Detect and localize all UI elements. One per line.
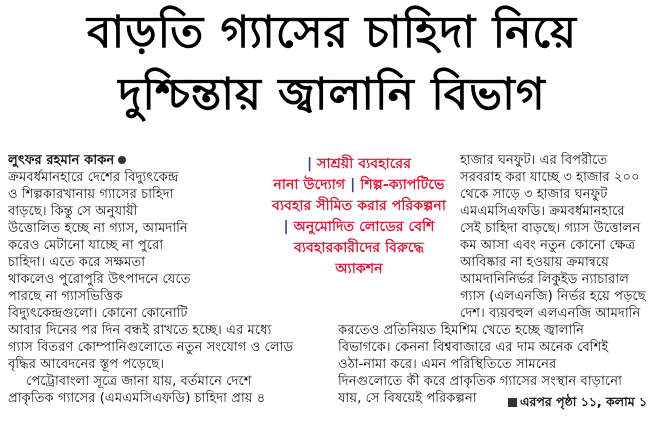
left-line-2: ও শিল্পকারখানায় গ্যাসের চাহিদা [8, 187, 174, 202]
callout-box [264, 154, 454, 280]
right-line-2: সরবরাহ করা যাচ্ছে ৩ হাজার ২০০ [460, 170, 640, 185]
right-line-9: গ্যাস (এলএনজি) নির্ভর হয়ে পড়ছে [460, 289, 646, 304]
wide-line-4: পেট্রোবাংলা সূত্রে জানা যায়, বর্তমানে দেশে [26, 374, 252, 389]
headline-line-1: বাড়তি গ্যাসের চাহিদা নিয়ে [86, 7, 578, 58]
left-line-6: চাহিদা। এতে করে সক্ষমতা [8, 255, 146, 270]
left-line-9: বিদ্যুৎকেন্দ্রগুলো। কোনো কোনোটি [8, 306, 188, 321]
callout-line-6: অ্যাকশন [335, 261, 383, 277]
right-wide-line-4: দিনগুলোতে কী করে প্রাকৃতিক গ্যাসের সংস্থান বাড়ানো [338, 374, 622, 389]
right-line-10: দেশ। ব্যয়বহুল এলএনজি আমদানি [460, 306, 641, 321]
right-line-7: আবিষ্কার না হওয়ায় ক্রমান্বয়ে [460, 255, 609, 270]
right-line-8: আমদানিনির্ভর লিকুইড ন্যাচারাল [460, 272, 629, 287]
left-line-4: উত্তোলিত হচ্ছে না গ্যাস, আমদানি [8, 221, 188, 236]
left-wide-block [8, 322, 328, 407]
callout-line-5: ব্যবহারকারীদের বিরুদ্ধে [293, 240, 425, 256]
wide-line-3: বৃদ্ধির আবেদনের স্তূপ পড়েছে। [8, 357, 165, 372]
callout-line-1: | সাশ্রয়ী ব্যবহারের [306, 156, 412, 172]
left-line-8: পারছে না গ্যাসভিত্তিক [8, 289, 123, 304]
continuation-square-icon [508, 398, 517, 407]
right-line-4: এমএমসিএফডি। ক্রমবর্ধমানহারে [460, 204, 625, 219]
wide-line-5: প্রাকৃতিক গ্যাসের (এমএমসিএফডি) চাহিদা প্রায় ৪ [8, 391, 266, 406]
headline-line-2: দুশ্চিন্তায় জ্বালানি বিভাগ [118, 69, 546, 120]
callout-line-2: নানা উদ্যোগ | শিল্প-ক্যাপটিভে [273, 177, 445, 193]
right-line-5: সেই চাহিদা বাড়ছে। গ্যাস উত্তোলন [460, 221, 641, 236]
callout-bar-icon: | [306, 156, 318, 172]
callout-bar-icon: | [345, 177, 361, 193]
byline-bullet-icon [118, 156, 126, 164]
byline: লুৎফর রহমান কাকন [8, 152, 256, 169]
right-wide-line-1: করতেও প্রতিনিয়ত হিমশিম খেতে হচ্ছে জ্বালানি [338, 323, 585, 338]
wide-line-2: গ্যাস বিতরণ কোম্পানিগুলোতে নতুন সংযোগ ও লোড [8, 340, 294, 355]
callout-line-4: | অনুমোদিত লোডের বেশি [283, 219, 435, 235]
right-line-1: হাজার ঘনফুট। এর বিপরীতে [460, 153, 608, 168]
right-wide-line-2: বিভাগকে। কেননা বিশ্ববাজারে এর দাম অনেক বেশিই [338, 340, 609, 355]
callout-line-3: ব্যবহার সীমিত করার পরিকল্পনা [272, 198, 446, 214]
left-line-7: থাকলেও পুরোপুরি উৎপাদনে যেতে [8, 272, 191, 287]
wide-line-1: আবার দিনের পর দিন বন্ধই রাখতে হচ্ছে। এর মধ্যে [8, 323, 272, 338]
callout-bar-icon: | [283, 219, 294, 235]
left-column [8, 152, 256, 322]
left-line-5: করেও মেটানো যাচ্ছে না পুরো [8, 238, 164, 253]
right-line-3: থেকে সাড়ে ৩ হাজার ঘনফুট [460, 187, 608, 202]
left-line-3: বাড়ছে। কিন্তু সে অনুযায়ী [8, 204, 138, 219]
right-wide-line-5: যায়, সে বিষয়েই পরিকল্পনা [338, 391, 477, 406]
left-line-1: ক্রমবর্ধমানহারে দেশের বিদ্যুৎকেন্দ্র [8, 170, 179, 185]
right-column [460, 152, 658, 322]
right-line-6: কম আসা এবং নতুন কোনো ক্ষেত্র [460, 238, 636, 253]
right-wide-line-3: ওঠা-নামা করে। এমন পরিস্থিতিতে সামনের [338, 357, 557, 372]
continuation-note: এরপর পৃষ্ঠা ১১, কলাম ১ [508, 394, 647, 414]
